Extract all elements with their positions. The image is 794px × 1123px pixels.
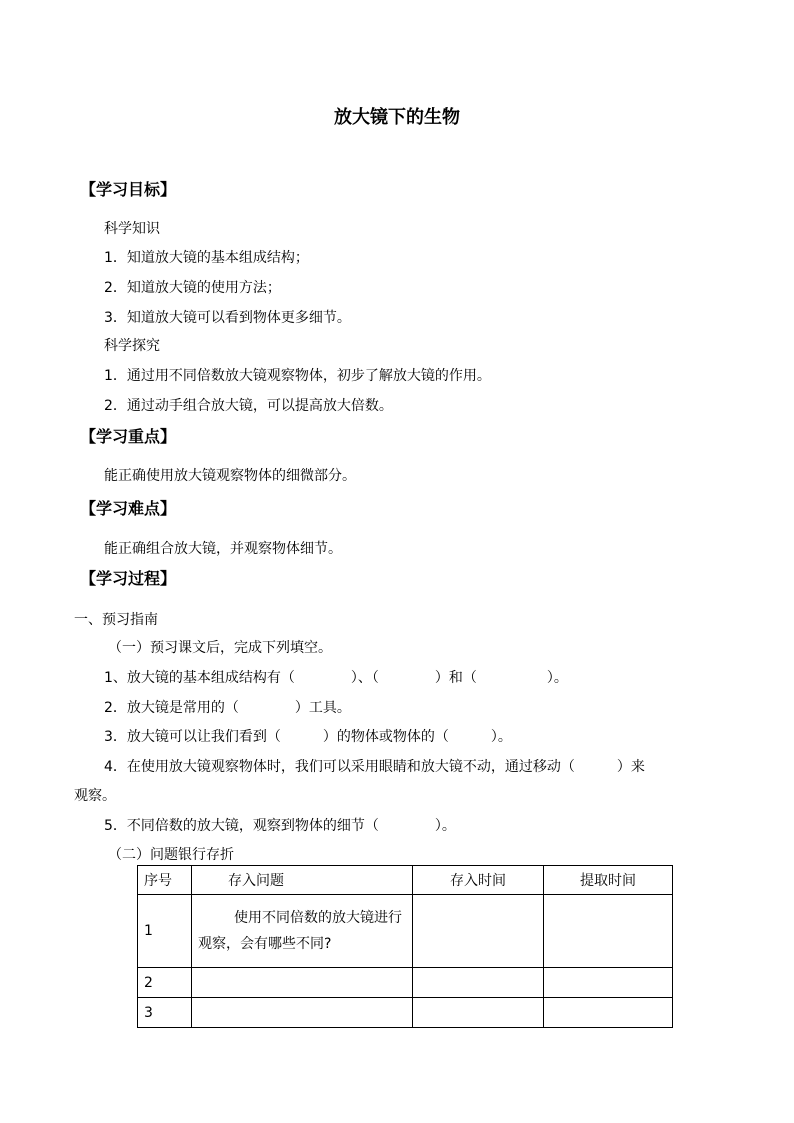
table-header-row [138, 866, 673, 895]
subheading-science-knowledge: 科学知识 [104, 221, 160, 237]
row-number: 1 [138, 895, 192, 968]
knowledge-item-2: 2．知道放大镜的使用方法； [104, 280, 281, 296]
row-deposit-time[interactable] [413, 998, 544, 1028]
section-heading-difficulties: 【学习难点】 [80, 499, 177, 518]
table-row [138, 895, 673, 968]
page-title: 放大镜下的生物 [334, 107, 460, 128]
preview-sub-1: （一）预习课文后，完成下列填空。 [108, 640, 332, 656]
header-number: 序号 [138, 866, 192, 895]
row-withdraw-time[interactable] [544, 998, 673, 1028]
section-heading-process: 【学习过程】 [80, 569, 177, 588]
header-question: 存入问题 [192, 866, 413, 895]
fill-question-3: 3．放大镜可以让我们看到（ ）的物体或物体的（ ）。 [104, 729, 512, 745]
fill-question-4-line-1: 4．在使用放大镜观察物体时，我们可以采用眼睛和放大镜不动，通过移动（ ）来 [104, 759, 645, 775]
knowledge-item-3: 3．知道放大镜可以看到物体更多细节。 [104, 310, 351, 326]
row-deposit-time[interactable] [413, 895, 544, 968]
fill-question-4-line-2: 观察。 [74, 788, 116, 804]
preview-heading: 一、预习指南 [74, 612, 158, 628]
question-bank-table [137, 865, 673, 1028]
row-deposit-time[interactable] [413, 968, 544, 998]
fill-question-5: 5．不同倍数的放大镜，观察到物体的细节（ ）。 [104, 818, 456, 834]
table-row [138, 968, 673, 998]
row-withdraw-time[interactable] [544, 968, 673, 998]
fill-question-1: 1、放大镜的基本组成结构有（ ）、（ ）和（ ）。 [104, 670, 568, 686]
row-withdraw-time[interactable] [544, 895, 673, 968]
section-heading-key-points: 【学习重点】 [80, 427, 177, 446]
subheading-science-inquiry: 科学探究 [104, 338, 160, 354]
preview-sub-2: （二）问题银行存折 [108, 847, 234, 863]
key-points-text: 能正确使用放大镜观察物体的细微部分。 [104, 468, 356, 484]
row-question[interactable] [192, 998, 413, 1028]
row-question-text: 使用不同倍数的放大镜进行观察，会有哪些不同? [198, 910, 402, 952]
inquiry-item-1: 1．通过用不同倍数放大镜观察物体，初步了解放大镜的作用。 [104, 368, 491, 384]
fill-question-2: 2．放大镜是常用的（ ）工具。 [104, 700, 351, 716]
inquiry-item-2: 2．通过动手组合放大镜，可以提高放大倍数。 [104, 398, 393, 414]
difficulties-text: 能正确组合放大镜，并观察物体细节。 [104, 541, 342, 557]
row-question[interactable] [192, 968, 413, 998]
section-heading-objectives: 【学习目标】 [80, 180, 177, 199]
row-question[interactable] [192, 895, 413, 968]
header-deposit-time: 存入时间 [413, 866, 544, 895]
row-number: 3 [138, 998, 192, 1028]
knowledge-item-1: 1．知道放大镜的基本组成结构； [104, 250, 309, 266]
row-number: 2 [138, 968, 192, 998]
table-row [138, 998, 673, 1028]
header-withdraw-time: 提取时间 [544, 866, 673, 895]
